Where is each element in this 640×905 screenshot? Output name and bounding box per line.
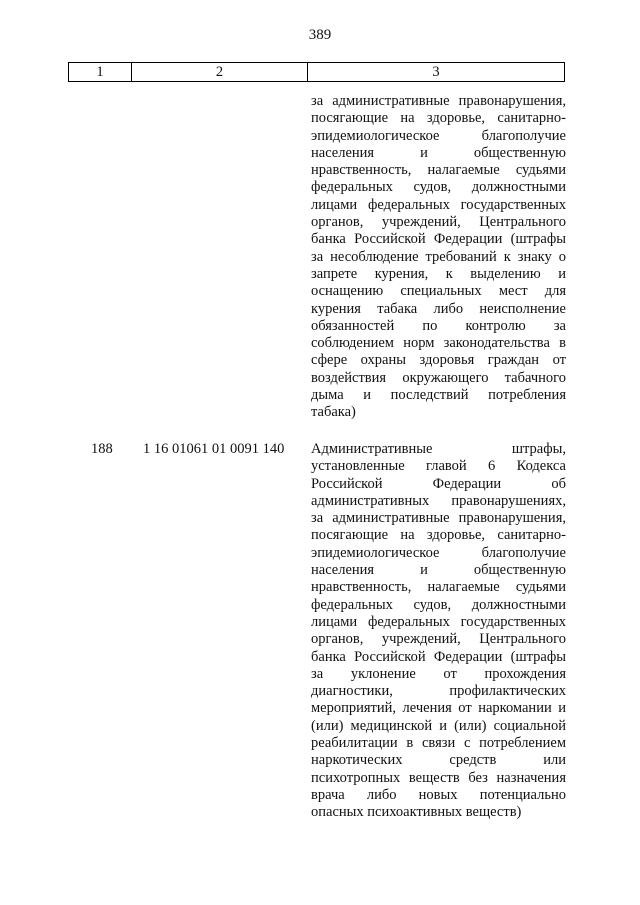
text-line: курения табака либо неисполнение <box>311 300 566 317</box>
text-line: населения и общественную <box>311 562 566 579</box>
row-code: 1 16 01061 01 0091 140 <box>143 441 285 457</box>
table-header-col2: 2 <box>132 63 308 81</box>
page-number: 389 <box>308 27 332 43</box>
text-line: реабилитации в связи с потреблением <box>311 735 566 752</box>
text-line: установленные главой 6 Кодекса <box>311 458 566 475</box>
text-line: оснащению специальных мест для <box>311 283 566 300</box>
text-line: психотропных веществ без назначения <box>311 769 566 786</box>
text-line: федеральных судов, должностными <box>311 596 566 613</box>
text-line: табака) <box>311 404 356 421</box>
text-line: за несоблюдение требований к знаку о <box>311 248 566 265</box>
text-line: административных правонарушениях, <box>311 492 566 509</box>
text-line: Административные штрафы, <box>311 441 566 457</box>
table-header-col1: 1 <box>69 63 132 81</box>
text-line: врача либо новых потенциально <box>311 786 566 803</box>
table-header-col3: 3 <box>432 64 440 80</box>
text-line: нравственность, налагаемые судьями <box>311 579 566 596</box>
text-line: запрете курения, к выделению и <box>311 265 566 282</box>
text-line: лицами федеральных государственных <box>311 613 566 630</box>
text-line: нравственность, налагаемые судьями <box>311 162 566 179</box>
text-line: органов, учреждений, Центрального <box>311 631 566 648</box>
text-line: посягающие на здоровье, санитарно- <box>311 527 566 544</box>
text-line: банка Российской Федерации (штрафы <box>311 231 566 248</box>
text-line: мероприятий, лечения от наркомании и <box>311 700 566 717</box>
text-line: сфере охраны здоровья граждан от <box>311 352 566 369</box>
text-line: лицами федеральных государственных <box>311 196 566 213</box>
text-line: банка Российской Федерации (штрафы <box>311 648 566 665</box>
text-line: соблюдением норм законодательства в <box>311 335 566 352</box>
text-line: обязанностей по контролю за <box>311 317 566 334</box>
text-line: посягающие на здоровье, санитарно- <box>311 110 566 127</box>
text-line: за административные правонарушения, <box>311 510 566 527</box>
text-line: диагностики, профилактических <box>311 683 566 700</box>
text-line: опасных психоактивных веществ) <box>311 804 522 821</box>
text-line: дыма и последствий потребления <box>311 387 566 404</box>
continuation-description <box>311 93 566 422</box>
text-line: наркотических средств или <box>311 752 566 769</box>
text-line: Российской Федерации об <box>311 475 566 492</box>
text-line: федеральных судов, должностными <box>311 179 566 196</box>
text-line: воздействия окружающего табачного <box>311 369 566 386</box>
text-line: эпидемиологическое благополучие <box>311 544 566 561</box>
text-line: за административные правонарушения, <box>311 93 566 109</box>
row-number: 188 <box>91 441 113 457</box>
table-header <box>68 62 565 82</box>
text-line: эпидемиологическое благополучие <box>311 127 566 144</box>
text-line: органов, учреждений, Центрального <box>311 214 566 231</box>
text-line: (или) медицинской и (или) социальной <box>311 717 566 734</box>
text-line: населения и общественную <box>311 144 566 161</box>
row-description <box>311 441 566 822</box>
text-line: за уклонение от прохождения <box>311 665 566 682</box>
